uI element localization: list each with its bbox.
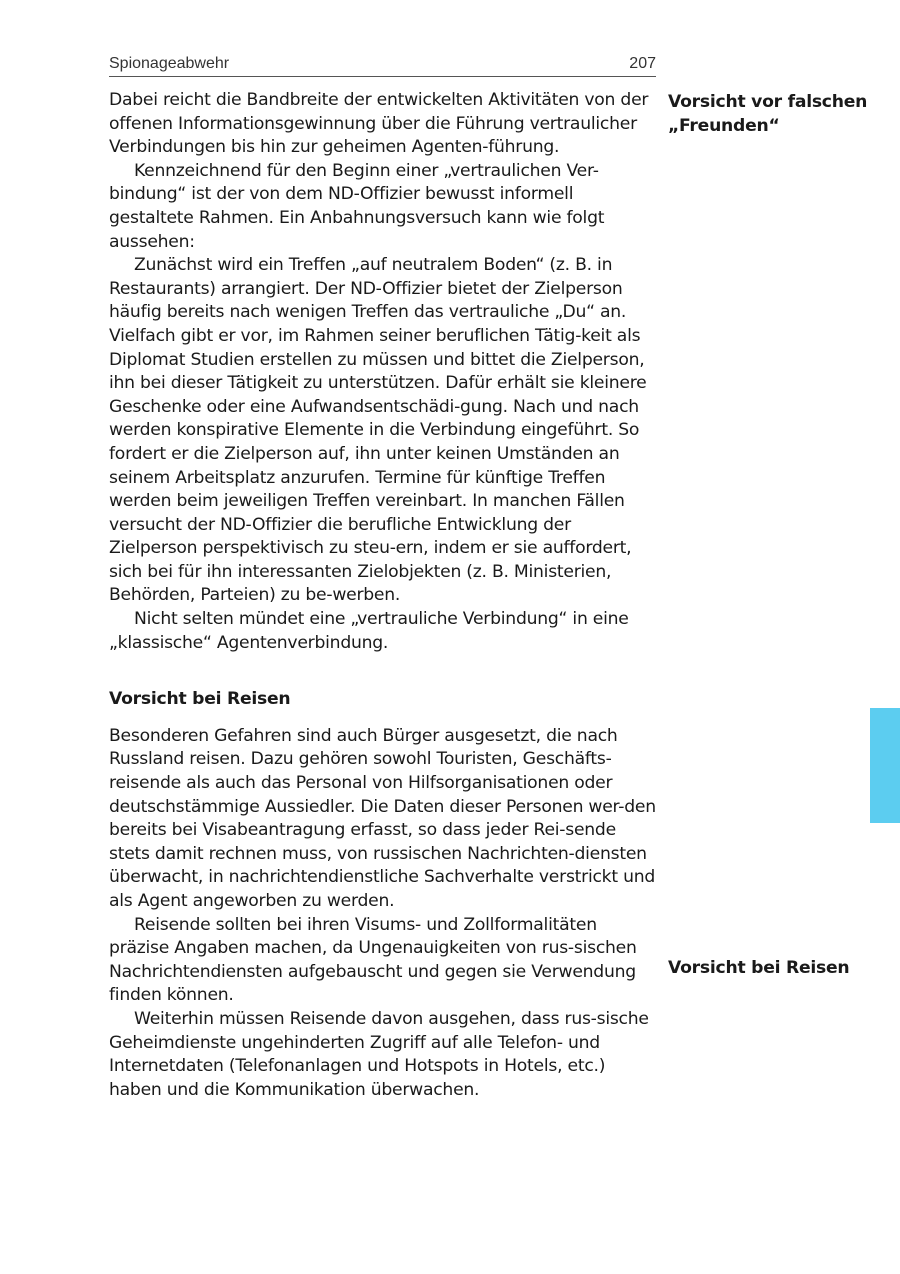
main-text-column bbox=[109, 89, 656, 1102]
margin-note-false-friends: Vorsicht vor falschen „Freunden“ bbox=[668, 92, 868, 136]
margin-note-travel: Vorsicht bei Reisen bbox=[668, 958, 850, 978]
page-number: 207 bbox=[629, 55, 656, 72]
header-section-title: Spionageabwehr bbox=[109, 55, 230, 72]
running-header bbox=[109, 52, 656, 77]
paragraph: Nicht selten mündet eine „vertrauliche Verbindung“ in eine „klassische“ Agentenverbindung. bbox=[109, 609, 629, 653]
section-heading: Vorsicht bei Reisen bbox=[109, 689, 291, 710]
paragraph: Kennzeichnend für den Beginn einer „vertraulichen Ver-bindung“ ist der von dem ND-Offizier bewusst informell gestaltete Rahmen. Ein Anbahnungsversuch kann wie folgt aussehen: bbox=[109, 160, 605, 252]
paragraph: Zunächst wird ein Treffen „auf neutralem Boden“ (z. B. in Restaurants) arrangiert. Der ND-Offizier bietet der Zielperson häufig bereits nach wenigen Treffen das vertrauliche „Du“ an. Vielfach gibt er vor, im Rahmen seiner beruflichen Tätig-keit als Diplomat Studien erstellen zu müssen und bittet die Zielperson, ihn bei dieser Tätigkeit zu unterstützen. Dafür erhält sie kleinere Geschenke oder eine Aufwandsentschädi-gung. Nach und nach werden konspirative Elemente in die Verbindung eingeführt. So fordert er die Zielperson auf, ihn unter keinen Umständen an seinem Arbeitsplatz anzurufen. Termine für künftige Treffen werden beim jeweiligen Treffen vereinbart. In manchen Fällen versucht der ND-Offizier die berufliche Entwicklung der Zielperson perspektivisch zu steu-ern, indem er sie auffordert, sich bei für ihn interessanten Zielobjekten (z. B. Ministerien, Behörden, Parteien) zu be-werben. bbox=[109, 255, 647, 606]
paragraph: Reisende sollten bei ihren Visums- und Zollformalitäten präzise Angaben machen, da Ungenauigkeiten von rus-sischen Nachrichtendiensten aufgebauscht und gegen sie Verwendung finden können. bbox=[109, 914, 637, 1006]
paragraph: Weiterhin müssen Reisende davon ausgehen, dass rus-sische Geheimdienste ungehinderten Zugriff auf alle Telefon- und Internetdaten (Telefonanlagen und Hotspots in Hotels, etc.) haben und die Kommunikation überwachen. bbox=[109, 1008, 649, 1100]
chapter-tab-marker bbox=[870, 708, 900, 823]
paragraph: Besonderen Gefahren sind auch Bürger ausgesetzt, die nach Russland reisen. Dazu gehören sowohl Touristen, Geschäfts-reisende als auch das Personal von Hilfsorganisationen oder deutschstämmige Aussiedler. Die Daten dieser Personen wer-den bereits bei Visabeantragung erfasst, so dass jeder Rei-sende stets damit rechnen muss, von russischen Nachrichten-diensten überwacht, in nachrichtendienstliche Sachverhalte verstrickt und als Agent angeworben zu werden. bbox=[109, 725, 656, 911]
paragraph: Dabei reicht die Bandbreite der entwickelten Aktivitäten von der offenen Informationsgewinnung über die Führung vertraulicher Verbindungen bis hin zur geheimen Agenten-führung. bbox=[109, 90, 649, 158]
spacer bbox=[109, 655, 656, 688]
spacer bbox=[109, 712, 656, 725]
